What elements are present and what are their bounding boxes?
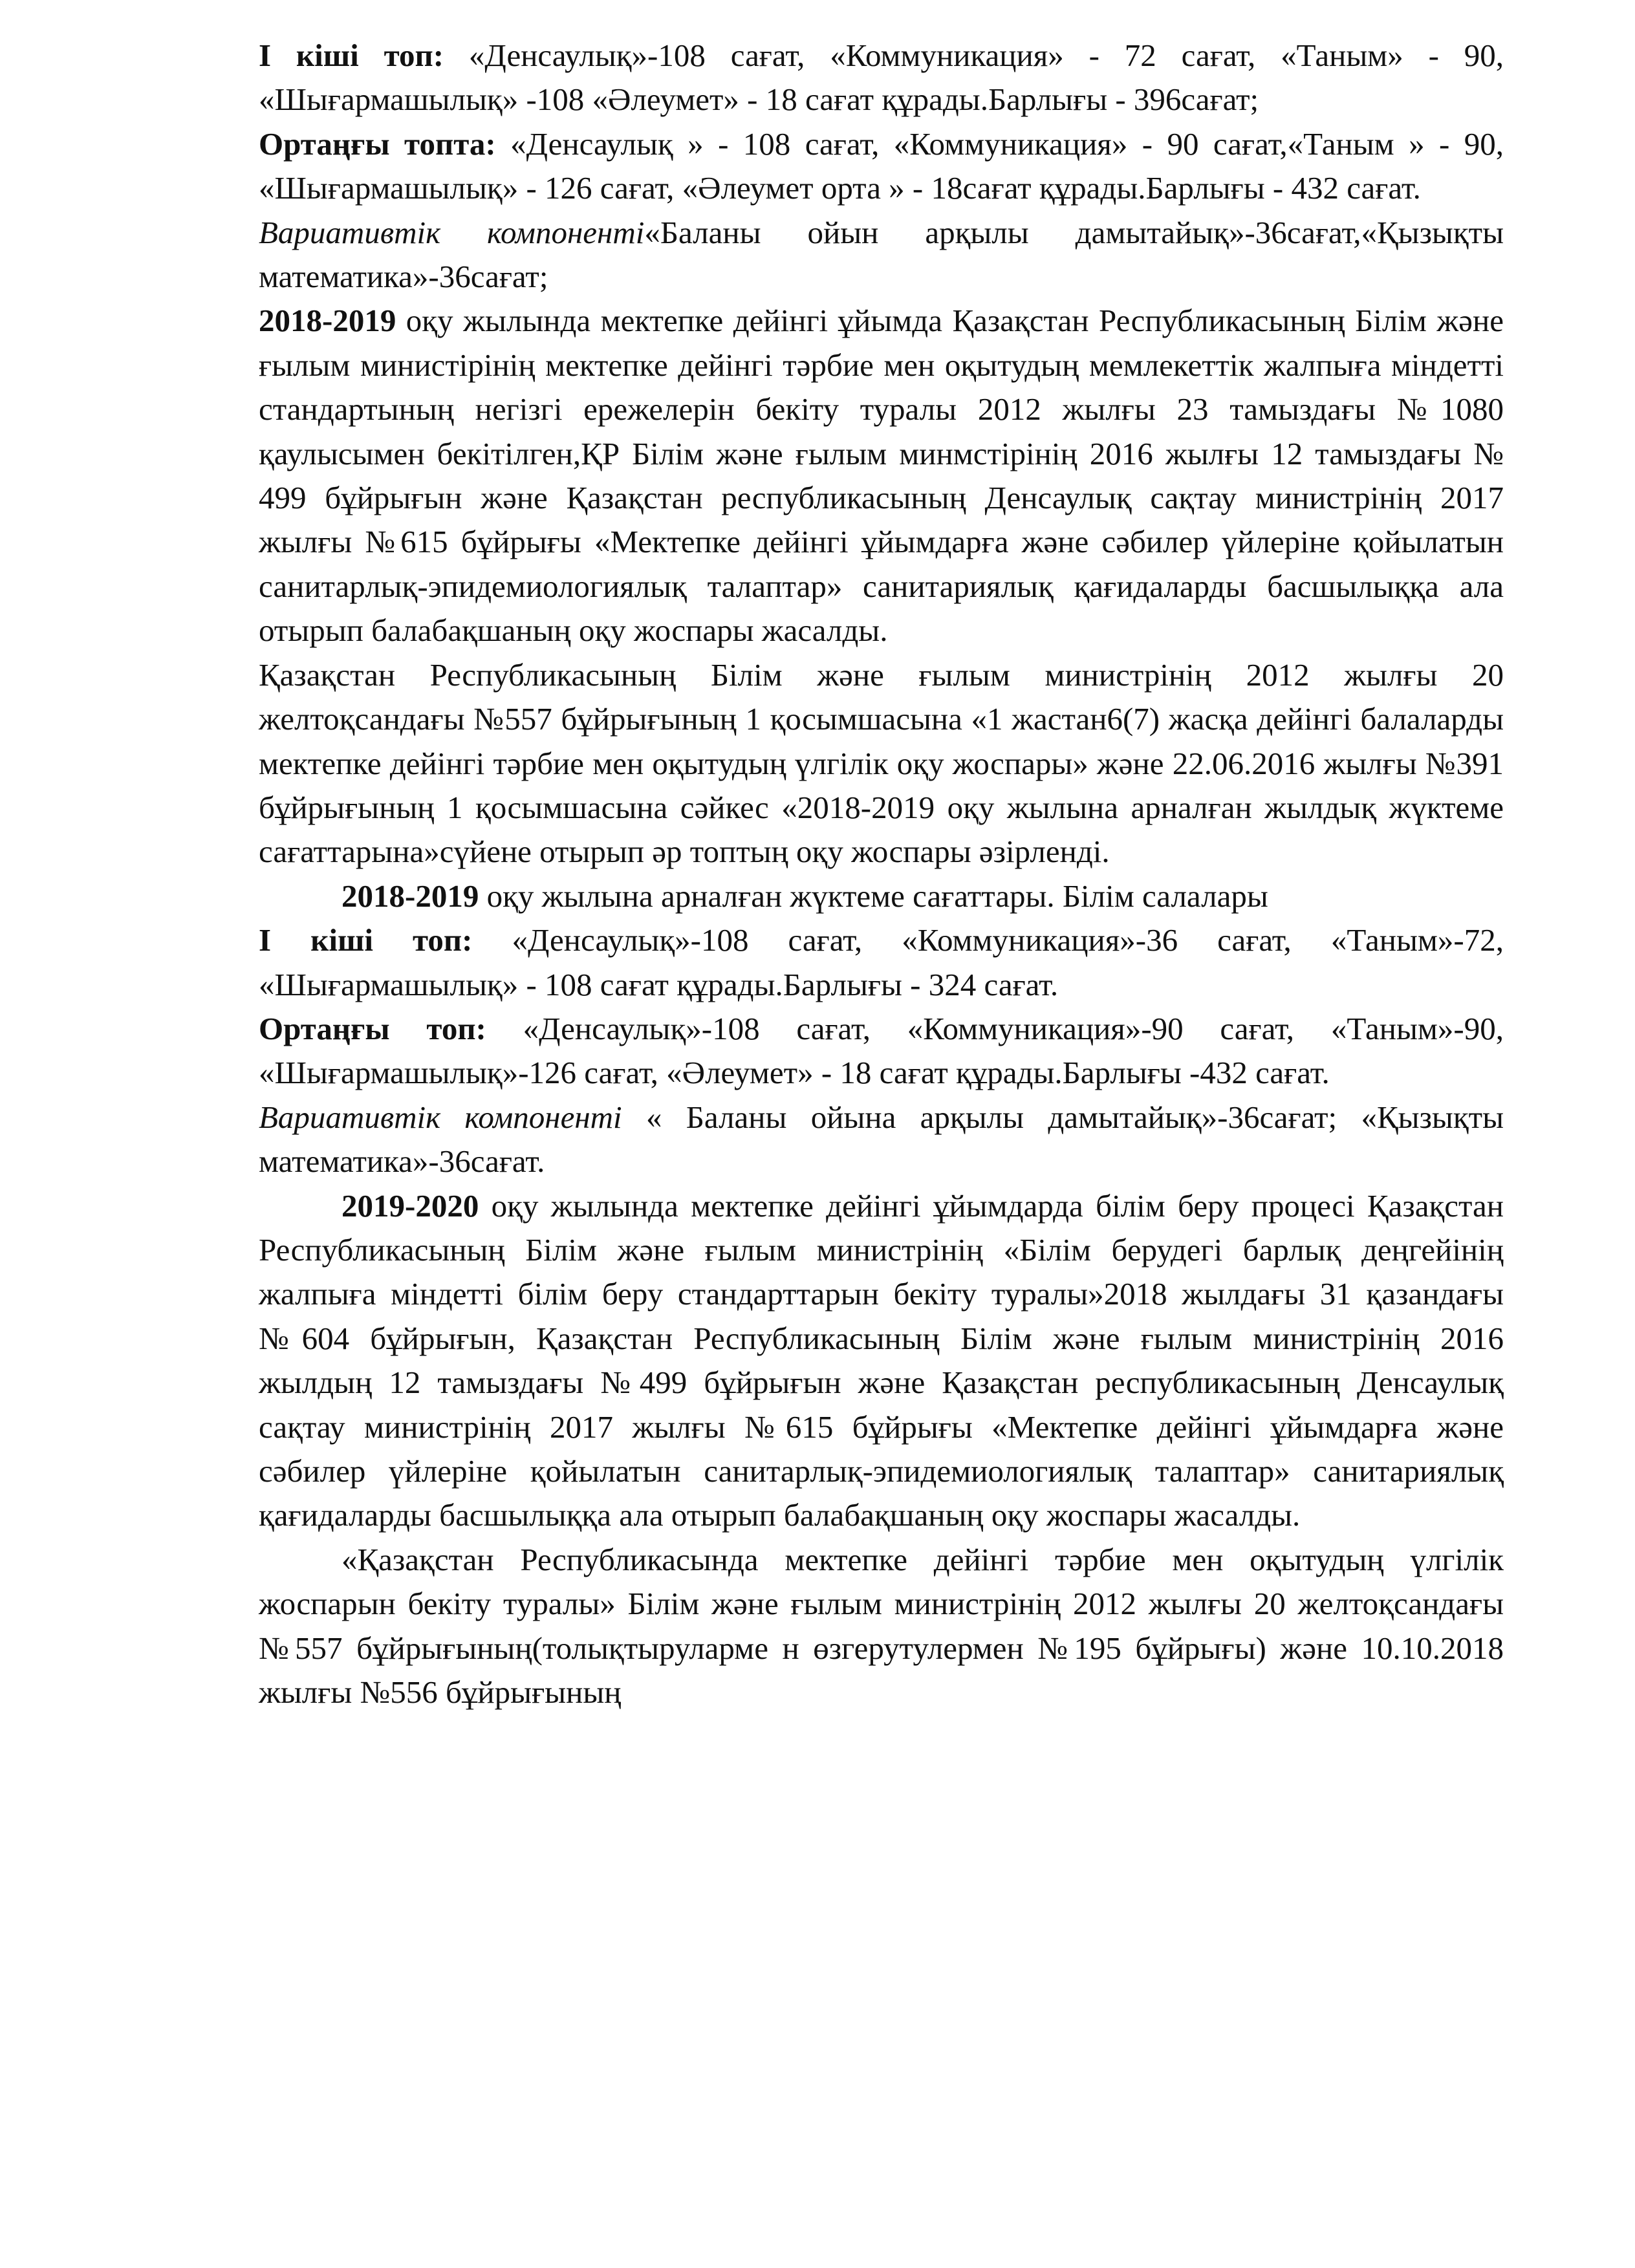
paragraph-middle-group-hours	[259, 122, 1504, 211]
text-junior-group-hours: «Денсаулық»-108 сағат, «Коммуникация» - 72 сағат, «Таным» - 90, «Шығармашылық» -108 «Әлеумет» - 18 сағат құрады.Барлығы - 396сағат;	[259, 38, 1504, 118]
label-junior-group-2: I кіші топ:	[259, 922, 473, 958]
text-middle-group-hours-2: «Денсаулық»-108 сағат, «Коммуникация»-90 сағат, «Таным»-90, «Шығармашылық»-126 сағат, «Әлеумет» - 18 сағат құрады.Барлығы -432 сағат.	[259, 1010, 1504, 1091]
text-2018-2019-plan: оқу жылында мектепке дейінгі ұйымда Қазақстан Республикасының Білім және ғылым министірінің мектепке дейінгі тәрбие мен оқытудың мемлекеттік жалпыға міндетті стандартының негізгі ережелерін бекіту туралы 2012 жылғы 23 тамыздағы №1080 қаулысымен бекітілген,ҚР Білім және ғылым минмстірінің 2016 жылғы 12 тамыздағы № 499 бұйрығын және Қазақстан республикасының Денсаулық сақтау министрінің 2017 жылғы №615 бұйрығы «Мектепке дейінгі ұйымдарға және сәбилер үйлеріне қойылатын санитарлық-эпидемиологиялық талаптар» санитариялық қағидаларды басшылыққа ала отырып балабақшаның оқу жоспары жасалды.	[259, 303, 1504, 649]
text-middle-group-hours: «Денсаулық » - 108 сағат, «Коммуникация» - 90 сағат,«Таным » - 90, «Шығармашылық» - 126 сағат, «Әлеумет орта » - 18сағат құрады.Барлығы - 432 сағат.	[259, 125, 1504, 206]
paragraph-2019-2020-plan	[259, 1184, 1504, 1538]
paragraph-junior-group-hours-2	[259, 918, 1504, 1007]
label-variative-component-2: Вариативтік компоненті	[259, 1099, 622, 1135]
paragraph-2018-2019-load-hours	[259, 874, 1504, 918]
label-junior-group: I кіші топ:	[259, 38, 444, 73]
text-variative-component: «Баланы ойын арқылы дамытайық»-36сағат,«Қызықты математика»-36сағат;	[259, 214, 1504, 295]
text-2018-2019-load-hours: оқу жылына арналған жүктеме сағаттары. Білім салалары	[479, 878, 1268, 914]
paragraph-variative-component-2	[259, 1096, 1504, 1184]
text-2019-2020-plan: оқу жылында мектепке дейінгі ұйымдарда білім беру процесі Қазақстан Республикасының Білім және ғылым министрінің «Білім берудегі барлық деңгейінің жалпыға міндетті білім беру стандарттарын бекіту туралы»2018 жылдағы 31 қазандағы №604 бұйрығын, Қазақстан Республикасының Білім және ғылым министрінің 2016 жылдың 12 тамыздағы №499 бұйрығын және Қазақстан республикасының Денсаулық сақтау министрінің 2017 жылғы №615 бұйрығы «Мектепке дейінгі ұйымдарға және сәбилер үйлеріне қойылатын санитарлық-эпидемиологиялық талаптар» санитариялық қағидаларды басшылыққа ала отырып балабақшаның оқу жоспары жасалды.	[259, 1187, 1504, 1533]
text-variative-component-2: « Баланы ойына арқылы дамытайық»-36сағат; «Қызықты математика»-36сағат.	[259, 1099, 1504, 1180]
paragraph-variative-component	[259, 211, 1504, 299]
text-ministry-order-557: Қазақстан Республикасының Білім және ғылым министрінің 2012 жылғы 20 желтоқсандағы №557 бұйрығының 1 қосымшасына «1 жастан6(7) жасқа дейінгі балаларды мектепке дейінгі тәрбие мен оқытудың үлгілік оқу жоспары» және 22.06.2016 жылғы №391 бұйрығының 1 қосымшасына сәйкес «2018-2019 оқу жылына арналған жылдық жүктеме сағаттарына»сүйене отырып әр топтың оқу жоспары әзірленді.	[259, 656, 1504, 870]
label-year-2018-2019: 2018-2019	[259, 303, 396, 339]
paragraph-ministry-order-557	[259, 653, 1504, 874]
label-middle-group-2: Ортаңғы топ:	[259, 1010, 486, 1046]
label-year-2019-2020: 2019-2020	[341, 1187, 479, 1224]
paragraph-middle-group-hours-2	[259, 1007, 1504, 1096]
document-page	[259, 34, 1504, 1714]
label-middle-group: Ортаңғы топта:	[259, 125, 496, 162]
label-variative-component: Вариативтік компоненті	[259, 214, 645, 250]
label-year-2018-2019-load: 2018-2019	[341, 878, 479, 914]
paragraph-junior-group-hours	[259, 34, 1504, 122]
paragraph-2018-2019-plan	[259, 299, 1504, 653]
text-junior-group-hours-2: «Денсаулық»-108 сағат, «Коммуникация»-36 сағат, «Таным»-72, «Шығармашылық» - 108 сағат құрады.Барлығы - 324 сағат.	[259, 922, 1504, 1002]
text-model-plan-approval: «Қазақстан Республикасында мектепке дейінгі тәрбие мен оқытудың үлгілік жоспарын бекіту туралы» Білім және ғылым министрінің 2012 жылғы 20 желтоқсандағы №557 бұйрығының(толықтыруларме н өзгерутулермен №195 бұйрығы) және 10.10.2018 жылғы №556 бұйрығының	[259, 1541, 1504, 1711]
paragraph-model-plan-approval	[259, 1538, 1504, 1715]
